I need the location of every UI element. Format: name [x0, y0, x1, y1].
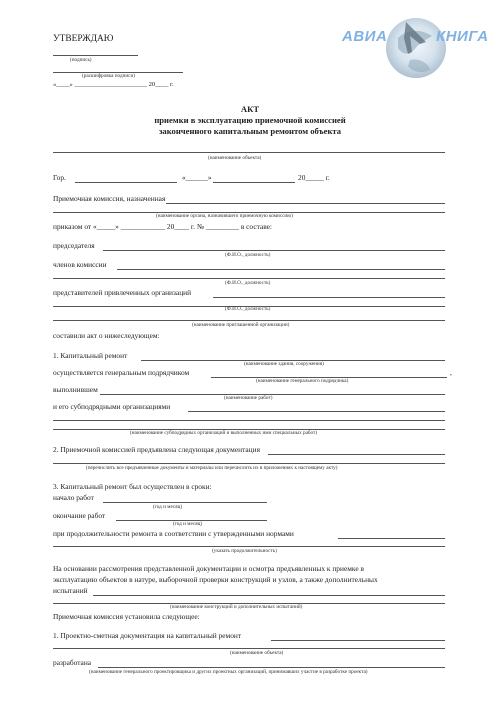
item1-label: 1. Проектно-сметная документация на капитальный ремонт — [53, 631, 242, 640]
gen-contractor-caption: (наименование генерального подрядчика) — [256, 378, 349, 384]
date-year: 20_____ г. — [298, 173, 330, 182]
section2-line-2 — [53, 463, 445, 464]
reps-line — [213, 297, 445, 298]
commission-label: Приемочная комиссия, назначенная — [53, 194, 166, 203]
developed-label: разработана — [53, 658, 92, 667]
subs-label: и его субподрядными организациями — [53, 402, 171, 411]
date-day: «______» — [182, 173, 212, 182]
doc-subtitle-1: приемки в эксплуатацию приемочной комиссией — [154, 115, 346, 125]
start-caption: (год и месяц) — [153, 504, 183, 510]
doc-title: АКТ — [240, 104, 260, 114]
reps-label: представителей привлеченных организаций — [53, 288, 192, 297]
date-month-line — [213, 182, 295, 183]
developed-line — [98, 667, 445, 668]
city-label: Гор. — [53, 173, 66, 182]
logo-text-left: АВИА — [342, 28, 388, 45]
building-caption: (наименование здания, сооружения) — [244, 361, 324, 367]
subs-caption: (наименование субподрядных организаций и выполненных ими специальных работ) — [130, 430, 318, 436]
name-caption: (расшифровка подписи) — [82, 73, 135, 79]
section2-caption: (перечислить все предъявленные документы и материалы или перечислить их в приложениях к настоящему акту) — [86, 465, 338, 471]
section1-label: 1. Капитальный ремонт — [53, 351, 128, 360]
performed-line — [100, 394, 445, 395]
subs-line — [188, 411, 445, 412]
section3-label: 3. Капитальный ремонт был осуществлен в сроки: — [53, 482, 212, 491]
doc-subtitle-2: законченного капитальным ремонтом объекта — [158, 126, 342, 136]
basis-line-2: эксплуатацию объектов в натуре, выборочной проверки конструкций и узлов, а также дополнительных — [53, 575, 378, 584]
members-line — [117, 269, 445, 270]
signature-line — [53, 55, 138, 56]
item1-line — [271, 640, 445, 641]
chairman-label: председателя — [53, 241, 95, 250]
duration-line-2 — [53, 546, 445, 547]
org-caption: (наименование органа, назначившего приемочную комиссию) — [156, 213, 293, 219]
start-label: начало работ — [53, 493, 94, 502]
members-label: членов комиссии — [53, 260, 107, 269]
start-line — [103, 502, 267, 503]
section2-line — [268, 454, 445, 455]
drew-up-label: составили акт о нижеследующем: — [53, 331, 160, 340]
end-label: окончание работ — [53, 511, 106, 520]
works-caption: (наименование работ) — [224, 395, 273, 401]
duration-caption: (указать продолжительность) — [212, 548, 277, 554]
signature-caption: (подпись) — [70, 57, 92, 63]
order-line: приказом от «_____» ____________ 20____ г. № _________ в составе: — [53, 222, 272, 231]
members-caption: (Ф.И.О., должность) — [225, 280, 271, 286]
chairman-caption: (Ф.И.О., должность) — [225, 252, 271, 258]
chairman-line — [103, 250, 445, 251]
basis-line-3: испытаний — [53, 586, 88, 595]
object-caption: (наименование объекта) — [208, 155, 262, 161]
basis-line — [93, 595, 445, 596]
gen-contractor-label: осуществляется генеральным подрядчиком — [53, 368, 190, 377]
performed-label: выполнившем — [53, 385, 98, 394]
item1-caption: (наименование объекта) — [230, 650, 284, 656]
developed-caption: (наименование генерального проектировщика и других проектных организаций, принимавших участие в разработке проекта) — [89, 669, 368, 675]
members-line-2 — [53, 278, 445, 279]
duration-line — [338, 538, 445, 539]
globe-icon — [340, 8, 490, 88]
city-line — [75, 182, 177, 183]
logo — [340, 8, 490, 88]
established-label: Приемочная комиссия установила следующее: — [53, 612, 200, 621]
basis-caption: (наименование конструкций и дополнительных испытаний) — [170, 604, 303, 610]
invited-caption: (наименование приглашенной организации) — [192, 322, 290, 328]
reps-caption: (Ф.И.О., должность) — [225, 306, 271, 312]
approval-date: «____» ______________________ 20____ г. — [53, 81, 174, 88]
item1-line-2 — [53, 648, 445, 649]
approval-header: УТВЕРЖДАЮ — [53, 34, 114, 44]
section2-label: 2. Приемочной комиссией предъявлена следующая документация — [53, 445, 260, 454]
commission-line — [166, 203, 445, 204]
invited-line — [53, 320, 445, 321]
gen-contractor-comma: , — [450, 368, 452, 377]
logo-text-right: КНИГА — [436, 28, 489, 45]
basis-line-1: На основании рассмотрения представленной документации и осмотра предъявленных к приемке в — [53, 564, 364, 573]
object-line — [53, 152, 445, 153]
duration-label: при продолжительности ремонта в соответствии с утвержденными нормами — [53, 529, 294, 538]
end-caption: (год и месяц) — [173, 521, 203, 527]
subs-line-2 — [53, 420, 445, 421]
